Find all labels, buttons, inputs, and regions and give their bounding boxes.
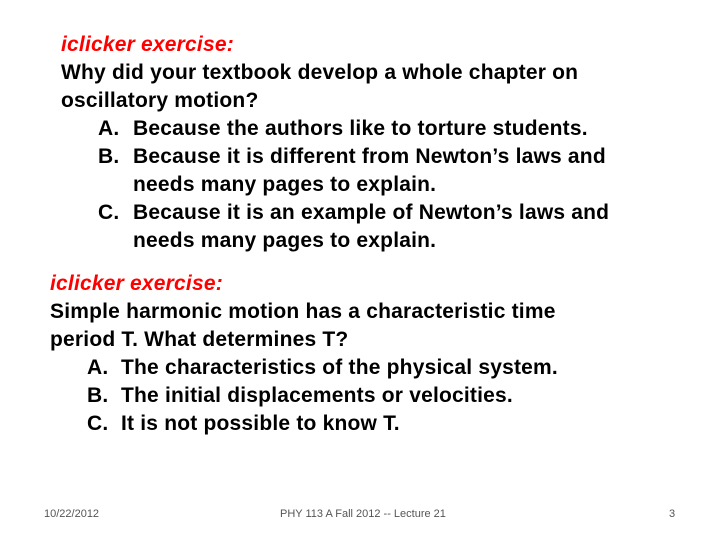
exercise-1-heading: iclicker exercise: xyxy=(61,33,234,56)
exercise-1-option-a xyxy=(61,115,609,143)
exercise-1-question-line-2: oscillatory motion? xyxy=(61,89,259,112)
option-text: The characteristics of the physical system. xyxy=(121,356,558,379)
exercise-2-heading: iclicker exercise: xyxy=(50,272,223,295)
exercise-2-option-a xyxy=(50,354,558,382)
exercise-2 xyxy=(50,270,558,438)
exercise-1-option-b xyxy=(61,143,609,199)
option-text-continued: needs many pages to explain. xyxy=(133,173,437,196)
option-letter: C. xyxy=(87,412,109,435)
option-text: The initial displacements or velocities. xyxy=(121,384,513,407)
option-letter: B. xyxy=(98,145,120,168)
option-text: Because it is an example of Newton’s laws and xyxy=(133,201,610,224)
exercise-2-option-c xyxy=(50,410,558,438)
exercise-2-question-line-2: period T. What determines T? xyxy=(50,328,349,351)
option-letter: A. xyxy=(98,117,120,140)
exercise-1-options xyxy=(61,115,609,255)
option-text: Because the authors like to torture students. xyxy=(133,117,588,140)
option-text: It is not possible to know T. xyxy=(121,412,400,435)
exercise-1 xyxy=(61,31,609,255)
footer-course: PHY 113 A Fall 2012 -- Lecture 21 xyxy=(280,508,446,520)
exercise-1-question-line-1: Why did your textbook develop a whole chapter on xyxy=(61,61,579,84)
footer-page-number: 3 xyxy=(669,508,676,520)
option-text-continued: needs many pages to explain. xyxy=(133,229,437,252)
option-letter: B. xyxy=(87,384,109,407)
option-text: Because it is different from Newton’s laws and xyxy=(133,145,606,168)
exercise-2-option-b xyxy=(50,382,558,410)
exercise-1-option-c xyxy=(61,199,609,255)
exercise-2-options xyxy=(50,354,558,438)
footer-date: 10/22/2012 xyxy=(44,508,100,520)
option-letter: C. xyxy=(98,201,120,224)
option-letter: A. xyxy=(87,356,109,379)
exercise-2-question-line-1: Simple harmonic motion has a characteristic time xyxy=(50,300,556,323)
